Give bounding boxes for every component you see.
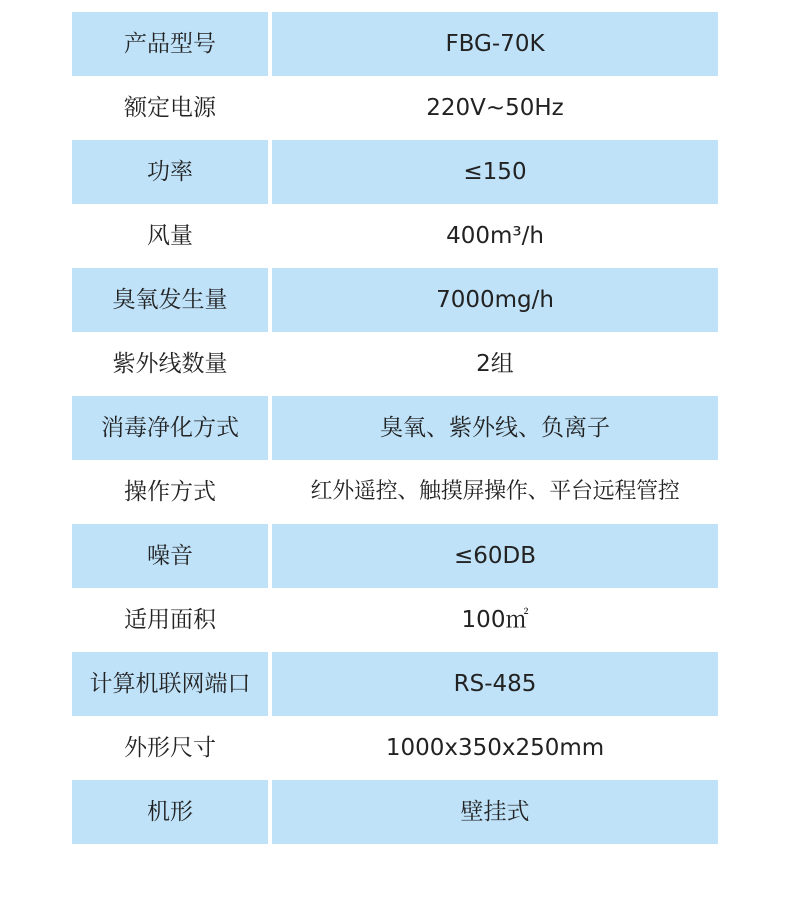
spec-row-rated-power-supply <box>72 76 718 140</box>
spec-value: FBG-70K <box>272 12 718 76</box>
spec-row-disinfection-method <box>72 396 718 460</box>
spec-label: 产品型号 <box>72 12 268 76</box>
spec-label: 消毒净化方式 <box>72 396 268 460</box>
spec-row-model <box>72 12 718 76</box>
spec-row-uv-count <box>72 332 718 396</box>
spec-value: 臭氧、紫外线、负离子 <box>272 396 718 460</box>
spec-label: 额定电源 <box>72 76 268 140</box>
spec-label: 噪音 <box>72 524 268 588</box>
spec-value: 400m³/h <box>272 204 718 268</box>
spec-row-noise <box>72 524 718 588</box>
spec-value: ≤60DB <box>272 524 718 588</box>
spec-label: 紫外线数量 <box>72 332 268 396</box>
spec-value: 1000x350x250mm <box>272 716 718 780</box>
spec-value: 220V~50Hz <box>272 76 718 140</box>
spec-table <box>72 12 718 844</box>
spec-label: 操作方式 <box>72 460 268 524</box>
spec-row-applicable-area <box>72 588 718 652</box>
spec-value: RS-485 <box>272 652 718 716</box>
spec-row-air-volume <box>72 204 718 268</box>
spec-label: 臭氧发生量 <box>72 268 268 332</box>
spec-label: 机形 <box>72 780 268 844</box>
spec-label: 计算机联网端口 <box>72 652 268 716</box>
spec-value: 2组 <box>272 332 718 396</box>
spec-label: 功率 <box>72 140 268 204</box>
spec-row-ozone-output <box>72 268 718 332</box>
spec-value: 壁挂式 <box>272 780 718 844</box>
spec-row-network-port <box>72 652 718 716</box>
spec-label: 外形尺寸 <box>72 716 268 780</box>
spec-label: 适用面积 <box>72 588 268 652</box>
spec-value: 红外遥控、触摸屏操作、平台远程管控 <box>272 460 718 524</box>
spec-row-power <box>72 140 718 204</box>
spec-row-dimensions <box>72 716 718 780</box>
spec-row-mount-type <box>72 780 718 844</box>
spec-value: 100㎡ <box>272 588 718 652</box>
spec-value: 7000mg/h <box>272 268 718 332</box>
spec-label: 风量 <box>72 204 268 268</box>
spec-value: ≤150 <box>272 140 718 204</box>
spec-row-operation-mode <box>72 460 718 524</box>
